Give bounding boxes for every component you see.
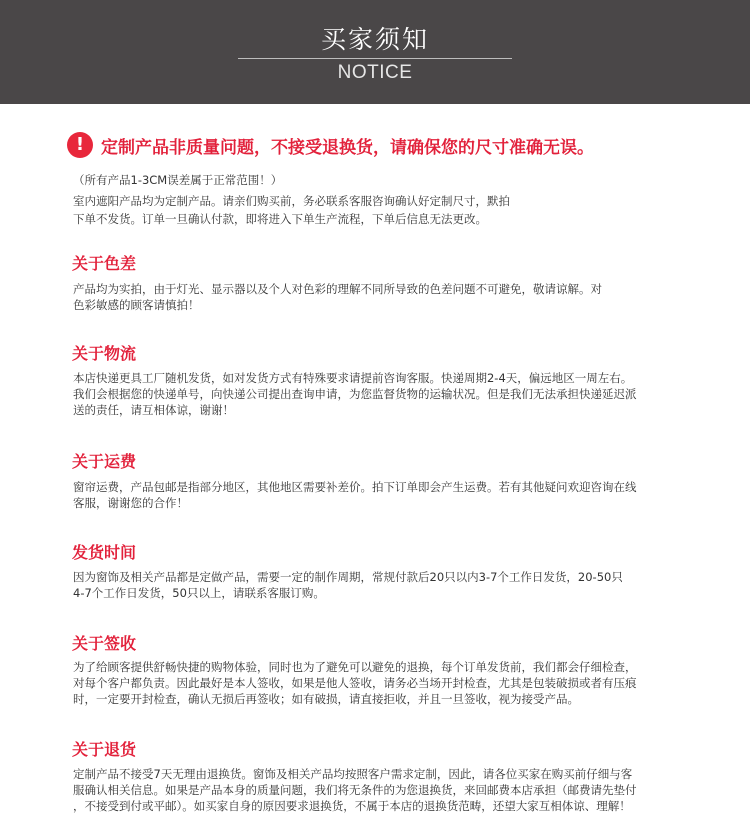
intro-line: 室内遮阳产品均为定制产品。请亲们购买前，务必联系客服咨询确认好定制尺寸，默拍 xyxy=(73,194,510,208)
section-body-receipt xyxy=(73,659,673,707)
section-line: ，不接受到付或平邮）。如买家自身的原因要求退换货，不属于本店的退换货范畴，还望大家互相体谅、理解！ xyxy=(73,799,631,813)
section-line: 因为窗饰及相关产品都是定做产品，需要一定的制作周期，常规付款后20只以内3-7个工作日发货，20-50只 xyxy=(73,570,623,584)
section-line: 4-7个工作日发货，50只以上，请联系客服订购。 xyxy=(73,586,325,600)
section-line: 为了给顾客提供舒畅快捷的购物体验，同时也为了避免可以避免的退换，每个订单发货前，我们都会仔细检查， xyxy=(73,660,637,674)
section-body-logistics xyxy=(73,370,673,418)
banner-title: 买家须知 xyxy=(320,25,429,54)
section-line: 对每个客户都负责。因此最好是本人签收，如果是他人签收，请务必当场开封检查，尤其是包装破损或者有压痕 xyxy=(73,676,637,690)
section-heading-returns: 关于退货 xyxy=(72,740,137,759)
section-line: 色彩敏感的顾客请慎拍！ xyxy=(73,298,200,312)
exclamation-circle-icon: ! xyxy=(67,132,93,158)
section-body-delivery-time xyxy=(73,569,673,601)
intro-line: 下单不发货。订单一旦确认付款，即将进入下单生产流程，下单后信息无法更改。 xyxy=(73,212,487,226)
section-line: 客服，谢谢您的合作！ xyxy=(73,496,188,510)
warning-line xyxy=(67,131,594,159)
section-line: 我们会根据您的快递单号，向快递公司提出查询申请，为您监督货物的运输状况。但是我们无法承担快递延迟派 xyxy=(73,387,637,401)
section-heading-logistics: 关于物流 xyxy=(72,344,137,363)
section-heading-delivery-time: 发货时间 xyxy=(72,543,137,562)
section-body-returns xyxy=(73,766,673,814)
section-heading-color-difference: 关于色差 xyxy=(72,254,137,273)
notice-banner xyxy=(0,0,750,104)
section-line: 产品均为实拍，由于灯光、显示器以及个人对色彩的理解不同所导致的色差问题不可避免，敬请谅解。对 xyxy=(73,282,602,296)
section-line: 时，一定要开封检查，确认无损后再签收；如有破损，请直接拒收，并且一旦签收，视为接受产品。 xyxy=(73,692,579,706)
banner-divider xyxy=(238,58,512,59)
section-line: 定制产品不接受7天无理由退换货。窗饰及相关产品均按照客户需求定制，因此，请各位买家在购买前仔细与客 xyxy=(73,767,633,781)
section-line: 送的责任，请互相体谅，谢谢！ xyxy=(73,403,234,417)
section-body-shipping-fee xyxy=(73,479,673,511)
section-heading-receipt: 关于签收 xyxy=(72,634,137,653)
section-line: 窗帘运费，产品包邮是指部分地区，其他地区需要补差价。拍下订单即会产生运费。若有其他疑问欢迎咨询在线 xyxy=(73,480,637,494)
section-body-color-difference xyxy=(73,281,673,313)
warning-text: 定制产品非质量问题，不接受退换货，请确保您的尺寸准确无误。 xyxy=(101,137,594,158)
banner-subtitle: NOTICE xyxy=(337,62,413,83)
section-line: 服确认相关信息。如果是产品本身的质量问题，我们将无条件的为您退换货，来回邮费本店承担（邮费请先垫付 xyxy=(73,783,637,797)
intro-line: （所有产品1-3CM误差属于正常范围！） xyxy=(73,173,283,187)
intro-text xyxy=(73,172,673,227)
section-line: 本店快递更具工厂随机发货，如对发货方式有特殊要求请提前咨询客服。快递周期2-4天，偏远地区一周左右。 xyxy=(73,371,633,385)
section-heading-shipping-fee: 关于运费 xyxy=(72,452,137,471)
